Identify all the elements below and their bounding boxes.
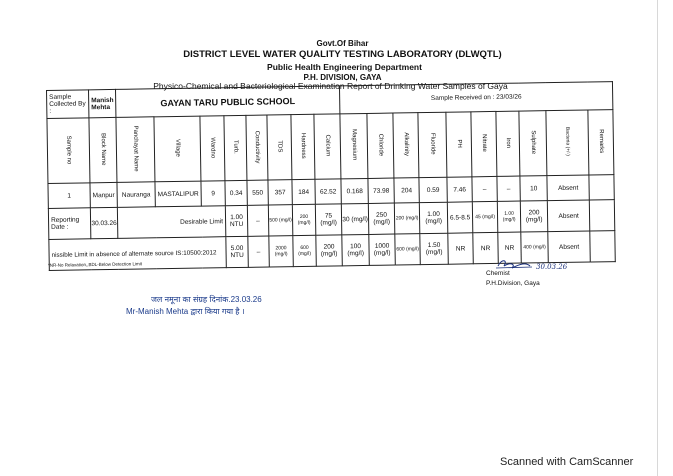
govt-title: Govt.Of Bihar [316, 39, 369, 48]
cell-alkalinity: 200 (mg/l) [394, 203, 419, 234]
col-header: Calcium [314, 114, 341, 179]
col-header: Block Name [89, 117, 117, 182]
cell-remarks [589, 200, 614, 231]
report-title: Physico-Chemical and Bacteriological Examination Report of Drinking Water Samples of Gaya [153, 81, 508, 91]
col-header: Conductivity [246, 115, 268, 180]
received-date: 23/03/26 [496, 93, 522, 101]
cell-ph: NR [448, 233, 473, 264]
cell-turb: 5.00 NTU [226, 236, 248, 267]
col-header: Hardness [291, 114, 315, 179]
received-label: Sample Received on : [430, 93, 495, 102]
cell-calcium: 75 (mg/l) [315, 204, 342, 235]
collected-by-label: Sample Collected By : [47, 90, 89, 119]
cell-conductivity: 550 [247, 180, 268, 205]
handwritten-collection-date: जल नमूना का संग्रह दिनांक.23.03.26 [151, 295, 262, 304]
collected-by-name: Manish Mehta [89, 89, 116, 117]
cell-bacteria: Absent [547, 200, 589, 232]
cell-hardness: 200 (mg/l) [292, 204, 315, 235]
school-name: GAYAN TARU PUBLIC SCHOOL [115, 86, 339, 118]
col-header: Fluoride [418, 112, 447, 177]
col-header: Village [154, 116, 201, 182]
cell-magnesium: 30 (mg/l) [341, 203, 368, 234]
cell-alkalinity: 204 [394, 178, 419, 203]
cell-magnesium: 0.168 [341, 178, 368, 203]
cell-chloride: 250 (mg/l) [368, 203, 394, 234]
col-header: Bacteria (+/-) [546, 110, 589, 176]
cell-sulphate: 200 (mg/l) [520, 201, 547, 232]
cell-chloride: 73.98 [368, 178, 394, 203]
cell-iron: NR [498, 232, 521, 263]
cell-village: MASTALIPUR [155, 181, 201, 207]
col-header: Remarks [588, 110, 614, 175]
cell-iron: 1.00 (mg/l) [497, 201, 520, 232]
cell-fluoride: 1.50 (mg/l) [420, 233, 448, 264]
col-header: Wardno [200, 116, 225, 181]
received-cell [340, 82, 613, 114]
permissible-limit-label: nissible Limit in absence of alternate source IS:10500:2012 [49, 237, 226, 271]
cell-hardness: 184 [292, 179, 315, 204]
cell-bacteria: Absent [547, 175, 589, 201]
cell-fluoride: 0.59 [419, 177, 447, 202]
col-header: Sulphate [519, 111, 547, 176]
handwritten-collected-by: Mr-Manish Mehta द्वारा किया गया है । [126, 307, 245, 316]
cell-hardness: 600 (mg/l) [293, 235, 316, 266]
cell-tds: 500 (mg/l) [268, 205, 292, 236]
cell-bacteria: Absent [548, 231, 590, 263]
cell-magnesium: 100 (mg/l) [342, 234, 369, 265]
cell-tds: 2000 (mg/l) [269, 236, 293, 267]
signature-date: 30.03.26 [536, 263, 568, 271]
cell-block: Manpur [90, 182, 117, 207]
dept-title: Public Health Engineering Department [267, 62, 422, 72]
chemist-label: Chemist [486, 270, 510, 277]
report-table-wrapper [46, 81, 615, 260]
col-header: Nitrate [471, 111, 497, 176]
desirable-limit-label: Desirable Limit [117, 206, 225, 239]
col-header: Panchayat Name [116, 117, 155, 183]
cell-panchayat: Nauranga [117, 182, 155, 208]
cell-calcium: 200 (mg/l) [316, 235, 343, 266]
cell-sulphate: 400 (mg/l) [521, 232, 548, 263]
cell-chloride: 1000 (mg/l) [369, 234, 395, 265]
col-header: TDS [267, 115, 292, 180]
col-header: Chloride [367, 113, 394, 178]
cell-conductivity: – [248, 236, 269, 267]
cell-ph: 7.46 [447, 177, 472, 202]
chemist-division: P.H.Division, Gaya [486, 280, 540, 287]
cell-remarks [589, 175, 614, 200]
cell-sulphate: 10 [520, 176, 547, 201]
cell-conductivity: – [247, 205, 268, 236]
col-header: Turb. [224, 115, 247, 180]
col-header: Alkalinity [393, 113, 419, 178]
division-title: P.H. DIVISION, GAYA [303, 73, 382, 82]
camscanner-watermark: Scanned with CamScanner [500, 456, 634, 468]
col-header: PH [446, 112, 472, 177]
cell-ward: 9 [201, 181, 225, 206]
col-header: Sample no [47, 118, 90, 184]
cell-tds: 357 [268, 180, 292, 205]
cell-ph: 6.5-8.5 [447, 202, 472, 233]
lab-title: DISTRICT LEVEL WATER QUALITY TESTING LABORATORY (DLWQTL) [183, 49, 502, 60]
cell-nitrate: – [472, 176, 497, 201]
cell-iron: – [497, 176, 520, 201]
footnote: *NR-No Relaxation,,BDL-Below Detection Limit [47, 261, 143, 268]
cell-calcium: 62.52 [315, 179, 341, 204]
column-header-row [47, 110, 614, 184]
col-header: Magnesium [340, 113, 368, 178]
cell-turb: 0.34 [225, 180, 247, 205]
cell-nitrate: NR [473, 232, 498, 263]
cell-fluoride: 1.00 (mg/l) [419, 202, 447, 233]
report-table [46, 81, 616, 271]
cell-alkalinity: 600 (mg/l) [395, 234, 420, 265]
col-header: Iron [496, 111, 520, 176]
cell-sample-no: 1 [48, 183, 90, 209]
reporting-date: 30.03.26 [90, 207, 117, 238]
cell-nitrate: 45 (mg/l) [472, 201, 497, 232]
reporting-date-label: Reporting Date : [48, 208, 90, 240]
cell-turb: 1.00 NTU [225, 205, 247, 236]
